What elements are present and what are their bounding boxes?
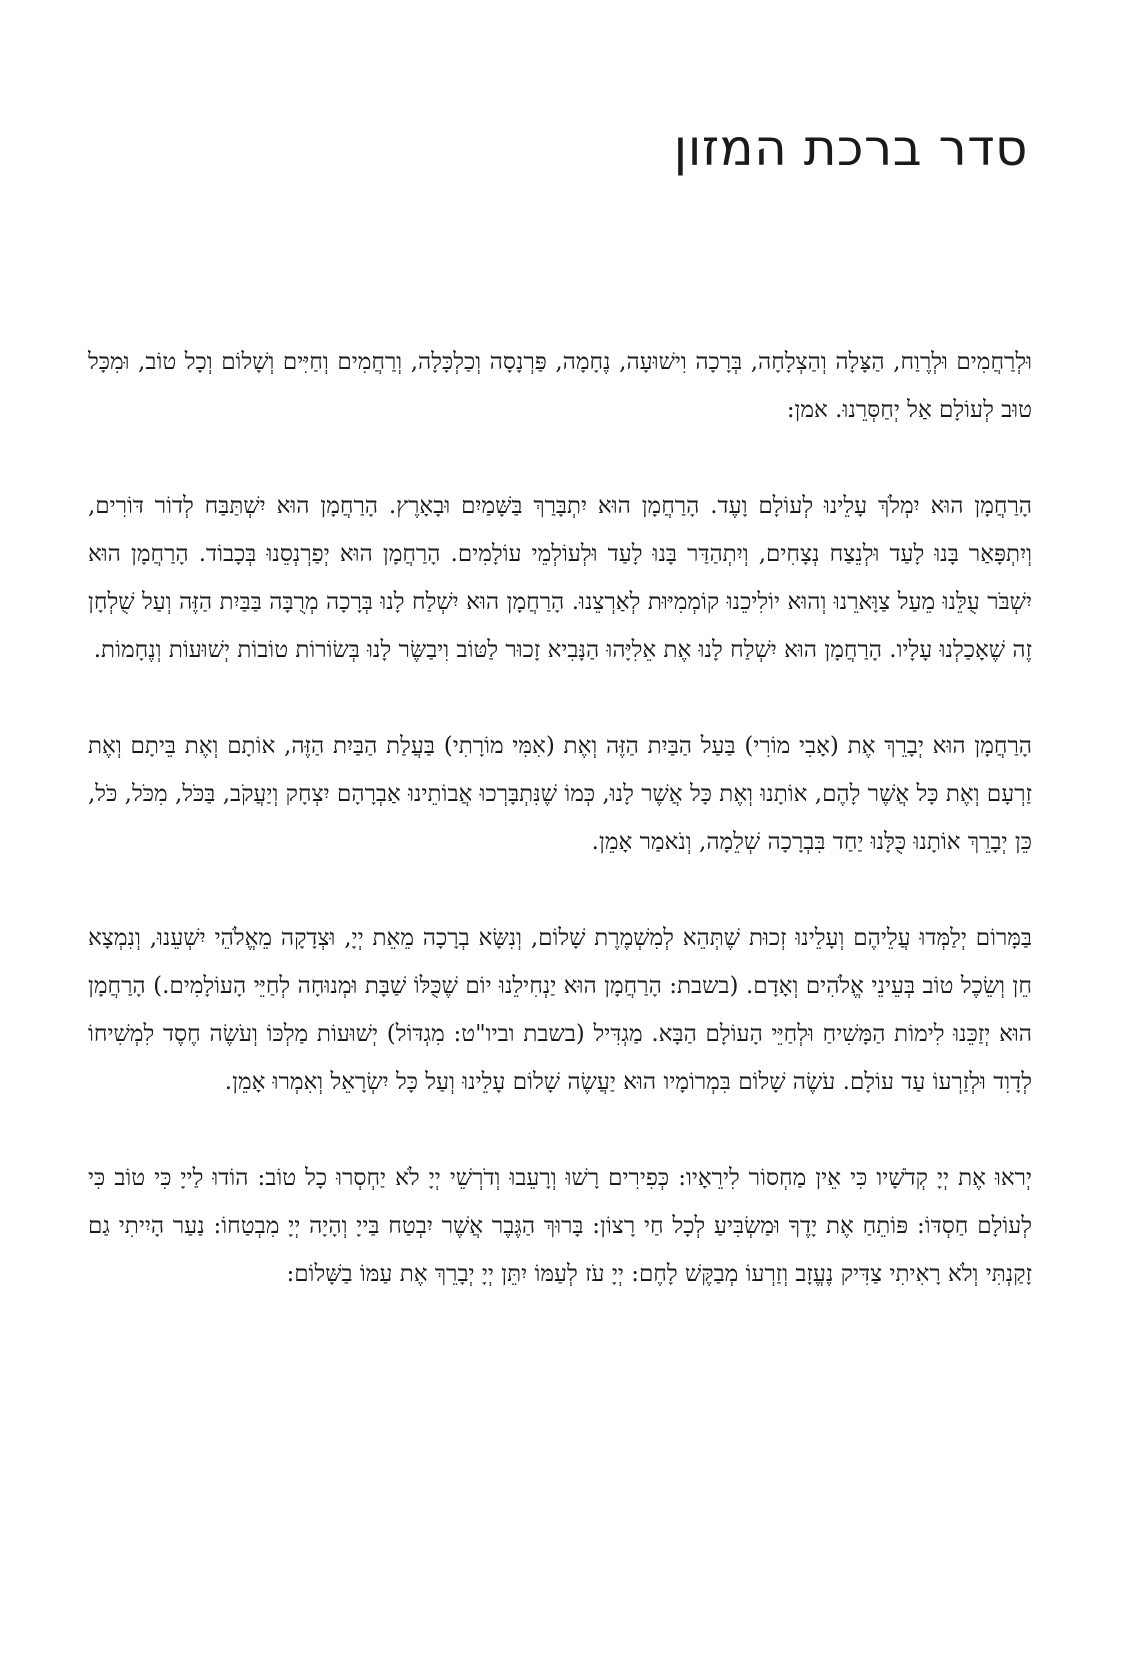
paragraph-3: הָרַחֲמָן הוּא יְבָרֵךְ אֶת (אָבִי מוֹרִי) בַּעַל הַבַּיִת הַזֶּה וְאֶת (אִמִּי מוֹרָתִי) בַּעֲלַת הַבַּיִת הַזֶּה, אוֹתָם וְאֶת בֵּיתָם וְאֶת זַרְעָם וְאֶת כָּל אֲשֶׁר לָהֶם, אוֹתָנוּ וְאֶת כָּל אֲשֶׁר לָנוּ, כְּמוֹ שֶׁנִּתְבָּרְכוּ אֲבוֹתֵינוּ אַבְרָהָם יִצְחָק וְיַעֲקֹב, בַּכֹּל, מִכֹּל, כֹּל, כֵּן יְבָרֵךְ אוֹתָנוּ כֻּלָּנוּ יַחַד בִּבְרָכָה שְׁלֵמָה, וְנֹאמַר אָמֵן. xyxy=(88,733,1032,855)
paragraph-2: הָרַחֲמָן הוּא יִמְלֹךְ עָלֵינוּ לְעוֹלָם וָעֶד. הָרַחֲמָן הוּא יִתְבָּרַךְ בַּשָּׁמַיִם וּבָאָרֶץ. הָרַחֲמָן הוּא יִשְׁתַּבַּח לְדוֹר דּוֹרִים, וְיִתְפָּאַר בָּנוּ לָעַד וּלְנֵצַח נְצָחִים, וְיִתְהַדַּר בָּנוּ לָעַד וּלְעוֹלְמֵי עוֹלָמִים. הָרַחֲמָן הוּא יְפַרְנְסֵנוּ בְּכָבוֹד. הָרַחֲמָן הוּא יִשְׁבֹּר עֻלֵּנוּ מֵעַל צַוָּארֵנוּ וְהוּא יוֹלִיכֵנוּ קוֹמְמִיּוּת לְאַרְצֵנוּ. הָרַחֲמָן הוּא יִשְׁלַח לָנוּ בְּרָכָה מְרֻבָּה בַּבַּיִת הַזֶּה וְעַל שֻׁלְחָן זֶה שֶׁאָכַלְנוּ עָלָיו. הָרַחֲמָן הוּא יִשְׁלַח לָנוּ אֶת אֵלִיָּהוּ הַנָּבִיא זָכוּר לַטּוֹב וִיבַשֶּׂר לָנוּ בְּשׂוֹרוֹת טוֹבוֹת יְשׁוּעוֹת וְנֶחָמוֹת. xyxy=(88,493,1032,663)
paragraph-4: בַּמָּרוֹם יְלַמְּדוּ עֲלֵיהֶם וְעָלֵינוּ זְכוּת שֶׁתְּהֵא לְמִשְׁמֶרֶת שָׁלוֹם, וְנִשָּׂא בְרָכָה מֵאֵת יְיָ, וּצְדָקָה מֵאֱלֹהֵי יִשְׁעֵנוּ, וְנִמְצָא חֵן וְשֵׂכֶל טוֹב בְּעֵינֵי אֱלֹהִים וְאָדָם. (בשבת: הָרַחֲמָן הוּא יַנְחִילֵנוּ יוֹם שֶׁכֻּלּוֹ שַׁבָּת וּמְנוּחָה לְחַיֵּי הָעוֹלָמִים.) הָרַחֲמָן הוּא יְזַכֵּנוּ לִימוֹת הַמָּשִׁיחַ וּלְחַיֵּי הָעוֹלָם הַבָּא. מַגְדִּיל (בשבת וביו"ט: מִגְדּוֹל) יְשׁוּעוֹת מַלְכּוֹ וְעֹשֶׂה חֶסֶד לִמְשִׁיחוֹ לְדָוִד וּלְזַרְעוֹ עַד עוֹלָם. עֹשֶׂה שָׁלוֹם בִּמְרוֹמָיו הוּא יַעֲשֶׂה שָׁלוֹם עָלֵינוּ וְעַל כָּל יִשְׂרָאֵל וְאִמְרוּ אָמֵן. xyxy=(88,925,1032,1095)
paragraph-1: וּלְרַחֲמִים וּלְרֶוַח, הַצָּלָה וְהַצְלָחָה, בְּרָכָה וִישׁוּעָה, נֶחָמָה, פַּרְנָסָה וְכַלְכָּלָה, וְרַחֲמִים וְחַיִּים וְשָׁלוֹם וְכָל טוֹב, וּמִכָּל טוּב לְעוֹלָם אַל יְחַסְּרֵנוּ. אמן: xyxy=(88,349,1032,423)
page-title: סדר ברכת המזון xyxy=(673,119,1028,177)
prayer-text-body xyxy=(88,338,1032,1298)
paragraph-5: יְראוּ אֶת יְיָ קְדֹשָׁיו כִּי אֵין מַחְסוֹר לִירֵאָיו: כְּפִירִים רָשׁוּ וְרָעֵבוּ וְדֹרְשֵׁי יְיָ לֹא יַחְסְרוּ כָל טוֹב: הוֹדוּ לַייָ כִּי טוֹב כִּי לְעוֹלָם חַסְדּוֹ: פּוֹתֵחַ אֶת יָדֶךָ וּמַשְׂבִּיעַ לְכָל חַי רָצוֹן: בָּרוּךְ הַגֶּבֶר אֲשֶׁר יִבְטַח בַּייָ וְהָיָה יְיָ מִבְטַחוֹ: נַעַר הָיִיתִי גַם זָקַנְתִּי וְלֹא רָאִיתִי צַדִּיק נֶעֱזָב וְזַרְעוֹ מְבַקֶּשׁ לָחֶם: יְיָ עֹז לְעַמּוֹ יִתֵּן יְיָ יְבָרֵךְ אֶת עַמּוֹ בַשָּׁלוֹם: xyxy=(88,1165,1032,1287)
